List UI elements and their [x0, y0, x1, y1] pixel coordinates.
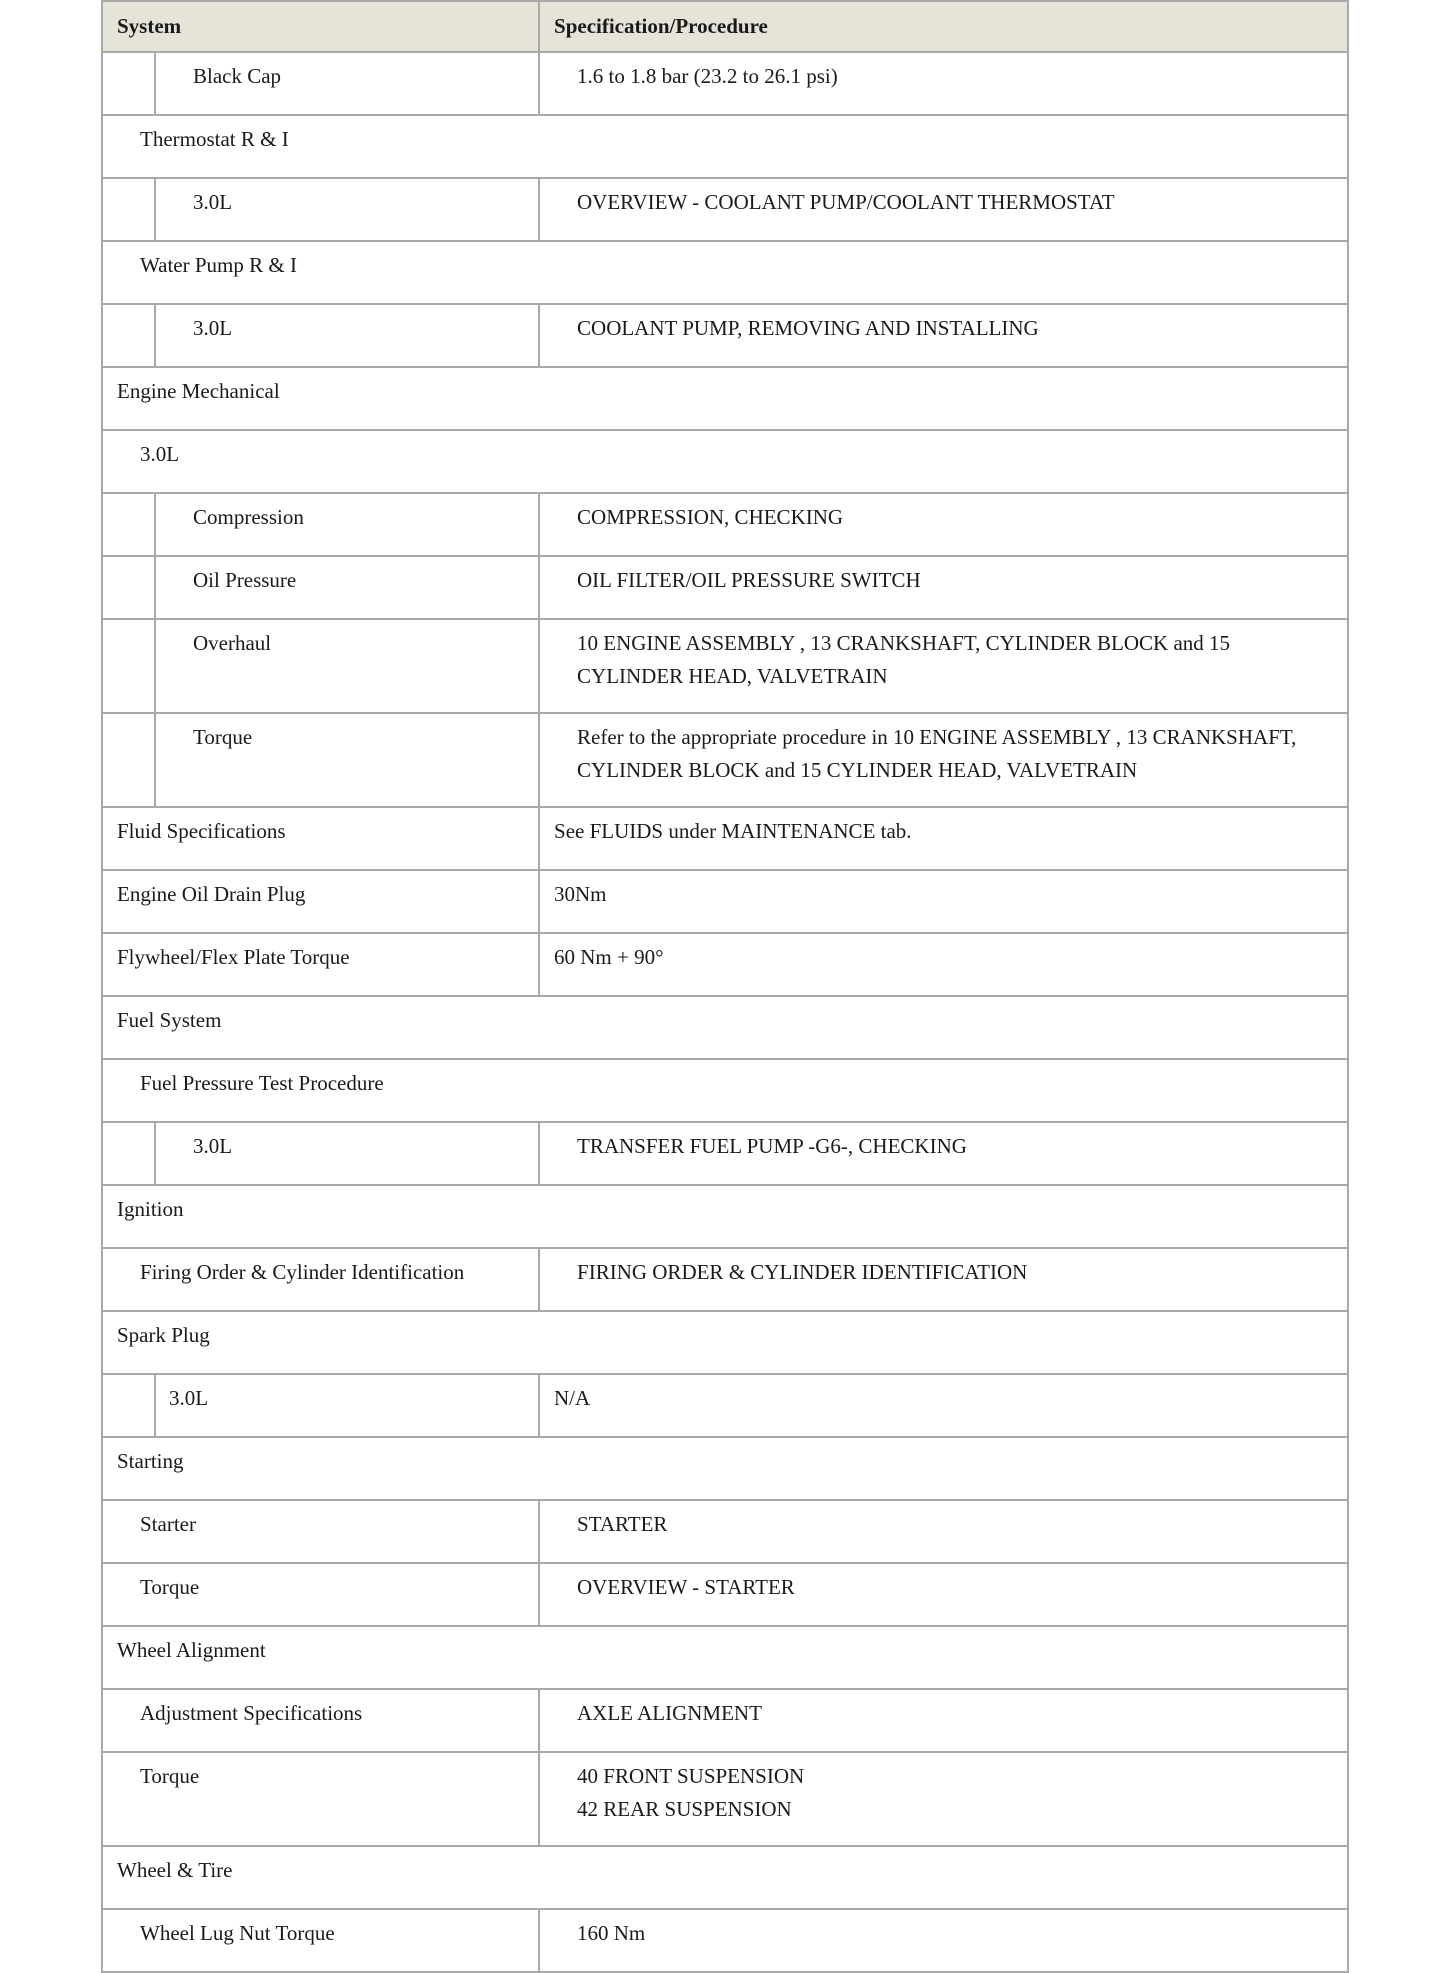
- system-label: Adjustment Specifications: [140, 1701, 363, 1725]
- table-row: [102, 1374, 1348, 1437]
- indent-spacer-cell: [102, 713, 155, 807]
- system-label: Overhaul: [193, 631, 272, 655]
- spec-cell: [539, 1563, 1348, 1626]
- subsection-header-cell: [102, 430, 1348, 493]
- system-label: 3.0L: [169, 1386, 209, 1410]
- spec-value: COMPRESSION, CHECKING: [577, 505, 844, 529]
- spec-value-line: Refer to the appropriate procedure in 10 ENGINE ASSEMBLY , 13 CRANKSHAFT,: [577, 725, 1297, 749]
- system-cell: [102, 1500, 539, 1563]
- spec-value-line: 10 ENGINE ASSEMBLY , 13 CRANKSHAFT, CYLINDER BLOCK and 15: [577, 631, 1231, 655]
- section-label: Spark Plug: [117, 1323, 210, 1347]
- section-header-cell: [102, 1626, 1348, 1689]
- section-label: Wheel & Tire: [117, 1858, 233, 1882]
- section-header-cell: [102, 996, 1348, 1059]
- table-row: [102, 1248, 1348, 1311]
- spec-value: 160 Nm: [577, 1921, 646, 1945]
- spec-value: OVERVIEW - STARTER: [577, 1575, 795, 1599]
- spec-value: 30Nm: [554, 882, 607, 906]
- indent-spacer-cell: [102, 304, 155, 367]
- system-label: Torque: [193, 725, 253, 749]
- spec-cell: [539, 493, 1348, 556]
- table-row: [102, 1563, 1348, 1626]
- table-row: [102, 52, 1348, 115]
- system-label: Torque: [140, 1764, 200, 1788]
- subsection-label: Water Pump R & I: [140, 253, 297, 277]
- spec-cell: [539, 1689, 1348, 1752]
- table-row: [102, 241, 1348, 304]
- table-row: [102, 807, 1348, 870]
- table-row: [102, 1909, 1348, 1972]
- table-row: [102, 619, 1348, 713]
- indent-spacer-cell: [102, 1374, 155, 1437]
- section-header-cell: [102, 367, 1348, 430]
- spec-cell: [539, 1374, 1348, 1437]
- spec-value: N/A: [554, 1386, 591, 1410]
- spec-value-line: CYLINDER BLOCK and 15 CYLINDER HEAD, VALVETRAIN: [577, 758, 1138, 782]
- table-row: [102, 1500, 1348, 1563]
- system-label: Starter: [140, 1512, 196, 1536]
- system-cell: [102, 1689, 539, 1752]
- spec-cell: [539, 556, 1348, 619]
- spec-cell: [539, 1752, 1348, 1846]
- spec-cell: [539, 178, 1348, 241]
- system-cell: [155, 178, 539, 241]
- system-cell: [155, 713, 539, 807]
- table-row: [102, 115, 1348, 178]
- spec-cell: [539, 304, 1348, 367]
- system-cell: [155, 556, 539, 619]
- spec-value: AXLE ALIGNMENT: [577, 1701, 762, 1725]
- table-row: [102, 1437, 1348, 1500]
- table-row: [102, 556, 1348, 619]
- table-row: [102, 1846, 1348, 1909]
- section-header-cell: [102, 1311, 1348, 1374]
- system-cell: [155, 619, 539, 713]
- table-row: [102, 1311, 1348, 1374]
- system-cell: [102, 1248, 539, 1311]
- system-cell: [155, 304, 539, 367]
- section-header-cell: [102, 1185, 1348, 1248]
- system-label: Oil Pressure: [193, 568, 297, 592]
- system-cell: [102, 1909, 539, 1972]
- spec-cell: [539, 1500, 1348, 1563]
- spec-cell: [539, 1909, 1348, 1972]
- spec-value: OIL FILTER/OIL PRESSURE SWITCH: [577, 568, 921, 592]
- system-cell: [155, 1122, 539, 1185]
- spec-value-line: 42 REAR SUSPENSION: [577, 1797, 792, 1821]
- table-row: [102, 1689, 1348, 1752]
- section-label: Wheel Alignment: [117, 1638, 266, 1662]
- spec-cell: [539, 52, 1348, 115]
- subsection-label: 3.0L: [140, 442, 180, 466]
- system-cell: [102, 1563, 539, 1626]
- table-row: [102, 933, 1348, 996]
- section-header-cell: [102, 1846, 1348, 1909]
- system-label: 3.0L: [193, 190, 233, 214]
- table-row: [102, 1122, 1348, 1185]
- indent-spacer-cell: [102, 178, 155, 241]
- system-label: Engine Oil Drain Plug: [117, 882, 306, 906]
- subsection-header-cell: [102, 241, 1348, 304]
- spec-cell: [539, 870, 1348, 933]
- system-cell: [102, 870, 539, 933]
- indent-spacer-cell: [102, 619, 155, 713]
- system-label: Flywheel/Flex Plate Torque: [117, 945, 350, 969]
- table-row: [102, 1752, 1348, 1846]
- indent-spacer-cell: [102, 1122, 155, 1185]
- system-label: 3.0L: [193, 316, 233, 340]
- system-label: Black Cap: [193, 64, 282, 88]
- spec-value: OVERVIEW - COOLANT PUMP/COOLANT THERMOSTAT: [577, 190, 1115, 214]
- system-label: Torque: [140, 1575, 200, 1599]
- system-cell: [155, 1374, 539, 1437]
- spec-value: 60 Nm + 90°: [554, 945, 664, 969]
- subsection-label: Fuel Pressure Test Procedure: [140, 1071, 384, 1095]
- spec-value: 1.6 to 1.8 bar (23.2 to 26.1 psi): [577, 64, 838, 88]
- spec-cell: [539, 1122, 1348, 1185]
- table-row: [102, 870, 1348, 933]
- system-cell: [102, 1752, 539, 1846]
- spec-cell: [539, 807, 1348, 870]
- indent-spacer-cell: [102, 52, 155, 115]
- spec-value: STARTER: [577, 1512, 668, 1536]
- spec-cell: [539, 1248, 1348, 1311]
- spec-value-line: 40 FRONT SUSPENSION: [577, 1764, 805, 1788]
- system-label: 3.0L: [193, 1134, 233, 1158]
- spec-cell: [539, 933, 1348, 996]
- table-row: [102, 1185, 1348, 1248]
- system-cell: [155, 52, 539, 115]
- spec-table: [101, 0, 1349, 1973]
- spec-value: COOLANT PUMP, REMOVING AND INSTALLING: [577, 316, 1039, 340]
- indent-spacer-cell: [102, 493, 155, 556]
- section-label: Starting: [117, 1449, 184, 1473]
- table-row: [102, 304, 1348, 367]
- column-header-system: System: [102, 1, 539, 52]
- system-label: Firing Order & Cylinder Identification: [140, 1260, 465, 1284]
- system-label: Fluid Specifications: [117, 819, 286, 843]
- subsection-header-cell: [102, 115, 1348, 178]
- system-cell: [102, 933, 539, 996]
- table-row: [102, 367, 1348, 430]
- section-label: Fuel System: [117, 1008, 222, 1032]
- table-header-row: [102, 1, 1348, 52]
- section-label: Engine Mechanical: [117, 379, 280, 403]
- spec-cell: [539, 713, 1348, 807]
- table-row: [102, 1059, 1348, 1122]
- subsection-header-cell: [102, 1059, 1348, 1122]
- subsection-label: Thermostat R & I: [140, 127, 289, 151]
- section-header-cell: [102, 1437, 1348, 1500]
- table-row: [102, 1626, 1348, 1689]
- table-row: [102, 178, 1348, 241]
- table-row: [102, 996, 1348, 1059]
- system-label: Wheel Lug Nut Torque: [140, 1921, 335, 1945]
- table-row: [102, 493, 1348, 556]
- spec-value: FIRING ORDER & CYLINDER IDENTIFICATION: [577, 1260, 1028, 1284]
- spec-cell: [539, 619, 1348, 713]
- indent-spacer-cell: [102, 556, 155, 619]
- system-cell: [102, 807, 539, 870]
- spec-value: TRANSFER FUEL PUMP -G6-, CHECKING: [577, 1134, 967, 1158]
- table-row: [102, 430, 1348, 493]
- column-header-spec: Specification/Procedure: [539, 1, 1348, 52]
- section-label: Ignition: [117, 1197, 184, 1221]
- system-label: Compression: [193, 505, 304, 529]
- table-row: [102, 713, 1348, 807]
- table-body: [102, 52, 1348, 1972]
- system-cell: [155, 493, 539, 556]
- spec-value-line: CYLINDER HEAD, VALVETRAIN: [577, 664, 888, 688]
- spec-value: See FLUIDS under MAINTENANCE tab.: [554, 819, 912, 843]
